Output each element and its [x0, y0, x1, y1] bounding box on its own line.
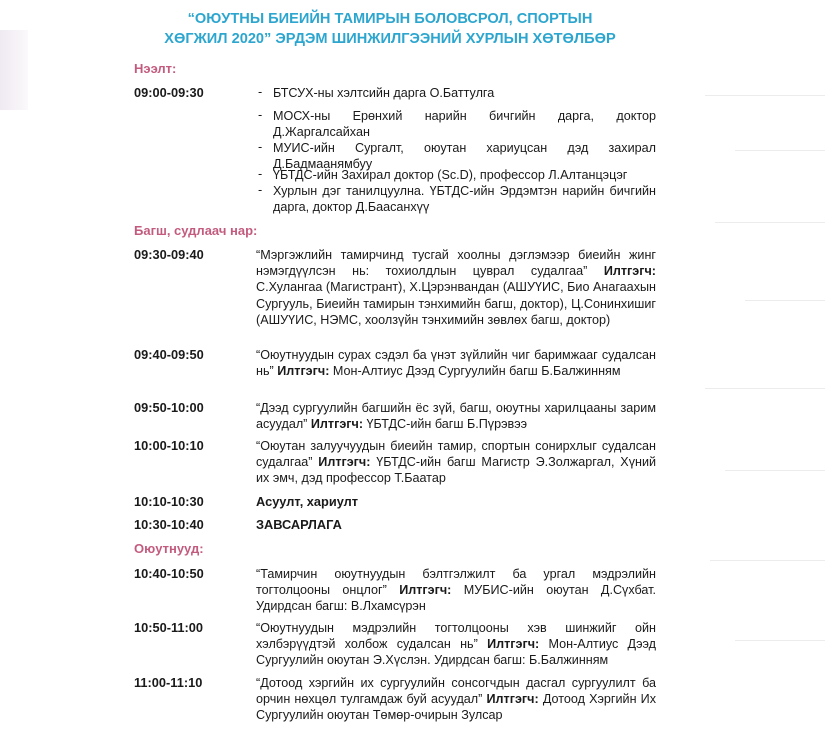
- talk-teacher-2: [256, 347, 656, 379]
- list-bullet: -: [258, 183, 263, 197]
- talk-student-3: [256, 675, 656, 724]
- speaker-label: Илтгэгч:: [310, 417, 364, 432]
- talk-speaker: ҮБТДС-ийн багш Магистр Э.Золжаргал, Хүний их эмч, дэд профессор Т.Баатар: [256, 455, 657, 486]
- talk-student-1: [256, 566, 656, 615]
- time-student-2: 10:50-11:00: [134, 620, 204, 635]
- section-heading-teachers: Багш, судлаач нар:: [134, 223, 258, 238]
- title-line-1: “ОЮУТНЫ БИЕИЙН ТАМИРЫН БОЛОВСРОЛ, СПОРТЫН: [187, 11, 593, 27]
- time-student-1: 10:40-10:50: [134, 566, 204, 581]
- speaker-label: Илтгэгч:: [603, 264, 656, 279]
- speaker-label: Илтгэгч:: [487, 637, 540, 652]
- speaker-label: Илтгэгч:: [277, 364, 330, 379]
- time-teacher-1: 09:30-09:40: [134, 247, 204, 262]
- opening-item-2: МОСХ-ны Ерөнхий нарийн бичгийн дарга, доктор Д.Жаргалсайхан: [273, 109, 656, 139]
- section-heading-opening: Нээлт:: [134, 61, 177, 76]
- talk-teacher-4: [256, 438, 656, 487]
- talk-speaker: С.Хулангаа (Магистрант), Х.Цэрэнвандан (АШУҮИС, Био Анагаахын Сургууль, Биеийн тамирын тэнхимийн багш, доктор), Ц.Сонинхишиг (АШУҮИС, НЭМС, хоолзүйн тэнхимийн зөвлөх багш, доктор): [256, 280, 656, 327]
- list-bullet: -: [258, 140, 263, 154]
- talk-teacher-1: [256, 247, 656, 328]
- adjacent-page-edge-right: [675, 0, 825, 733]
- talk-topic: “Оюутан залуучуудын биеийн тамир, спортын сонирхлыг судалсан судалгаа”: [256, 439, 656, 470]
- time-qa: 10:10-10:30: [134, 494, 204, 509]
- list-bullet: -: [258, 167, 263, 181]
- time-teacher-4: 10:00-10:10: [134, 438, 204, 453]
- talk-topic: “Дотоод хэргийн их сургуулийн сонсогчдын дасгал сургуулилт ба орчин нөхцөл тулгамдаж буй асуудал”: [256, 676, 656, 707]
- speaker-label: Илтгэгч:: [318, 455, 371, 470]
- title-line-2: ХӨГЖИЛ 2020” ЭРДЭМ ШИНЖИЛГЭЭНИЙ ХУРЛЫН ХӨТӨЛБӨР: [164, 31, 616, 47]
- time-teacher-3: 09:50-10:00: [134, 400, 204, 415]
- break-label: ЗАВСАРЛАГА: [256, 517, 342, 532]
- time-opening: 09:00-09:30: [134, 85, 204, 100]
- time-break: 10:30-10:40: [134, 517, 204, 532]
- talk-speaker: ҮБТДС-ийн багш Б.Пүрэвээ: [366, 417, 528, 432]
- section-heading-students: Оюутнууд:: [134, 541, 204, 556]
- opening-item-5: Хурлын дэг танилцуулна. ҮБТДС-ийн Эрдэмтэн нарийн бичгийн дарга, доктор Д.Баасанхүү: [273, 184, 656, 214]
- speaker-label: Илтгэгч:: [486, 692, 539, 707]
- page-title: [130, 9, 650, 49]
- opening-item-1: БТСУХ-ны хэлтсийн дарга О.Баттулга: [273, 86, 495, 100]
- talk-topic: “Дээд сургуулийн багшийн ёс зүй, багш, оюутны харилцааны зарим асуудал”: [256, 401, 656, 432]
- time-student-3: 11:00-11:10: [134, 675, 203, 690]
- talk-speaker: Дотоод Хэргийн Их Сургуулийн оюутан Төмөр-очирын Зулсар: [256, 692, 657, 723]
- talk-speaker: Мон-Алтиус Дээд Сургуулийн оюутан Э.Хүслэн. Удирдсан багш: Б.Балжинням: [256, 637, 657, 668]
- talk-speaker: Мон-Алтиус Дээд Сургуулийн багш Б.Балжинням: [332, 364, 621, 379]
- talk-topic: “Мэргэжлийн тамирчинд тусгай хоолны дэглэмээр биеийн жинг нэмэгдүүлсэн нь: тохиолдлын цуврал судалгаа”: [256, 248, 656, 279]
- qa-label: Асуулт, хариулт: [256, 494, 359, 509]
- talk-speaker: МУБИС-ийн оюутан Д.Сүхбат. Удирдсан багш: В.Лхамсүрэн: [256, 583, 657, 614]
- adjacent-page-edge-left: [0, 30, 28, 110]
- talk-student-2: [256, 620, 656, 669]
- list-bullet: -: [258, 85, 263, 99]
- talk-topic: “Тамирчин оюутнуудын бэлтгэлжилт ба ургал мэдрэлийн тогтолцооны онцлог”: [256, 567, 656, 598]
- speaker-label: Илтгэгч:: [399, 583, 452, 598]
- talk-teacher-3: [256, 400, 656, 432]
- opening-item-4: ҮБТДС-ийн Захирал доктор (Sc.D), профессор Л.Алтанцэцэг: [273, 168, 628, 182]
- list-bullet: -: [258, 108, 263, 122]
- talk-topic: “Оюутнуудын мэдрэлийн тогтолцооны хэв шинжийг ойн хэлбэрүүдтэй холбож судалсан нь”: [256, 621, 656, 652]
- time-teacher-2: 09:40-09:50: [134, 347, 204, 362]
- opening-item-3: МУИС-ийн Сургалт, оюутан хариуцсан дэд захирал Д.Бадмаанямбуу: [273, 141, 656, 171]
- talk-topic: “Оюутнуудын сурах сэдэл ба үнэт зүйлийн чиг баримжааг судалсан нь”: [256, 348, 656, 379]
